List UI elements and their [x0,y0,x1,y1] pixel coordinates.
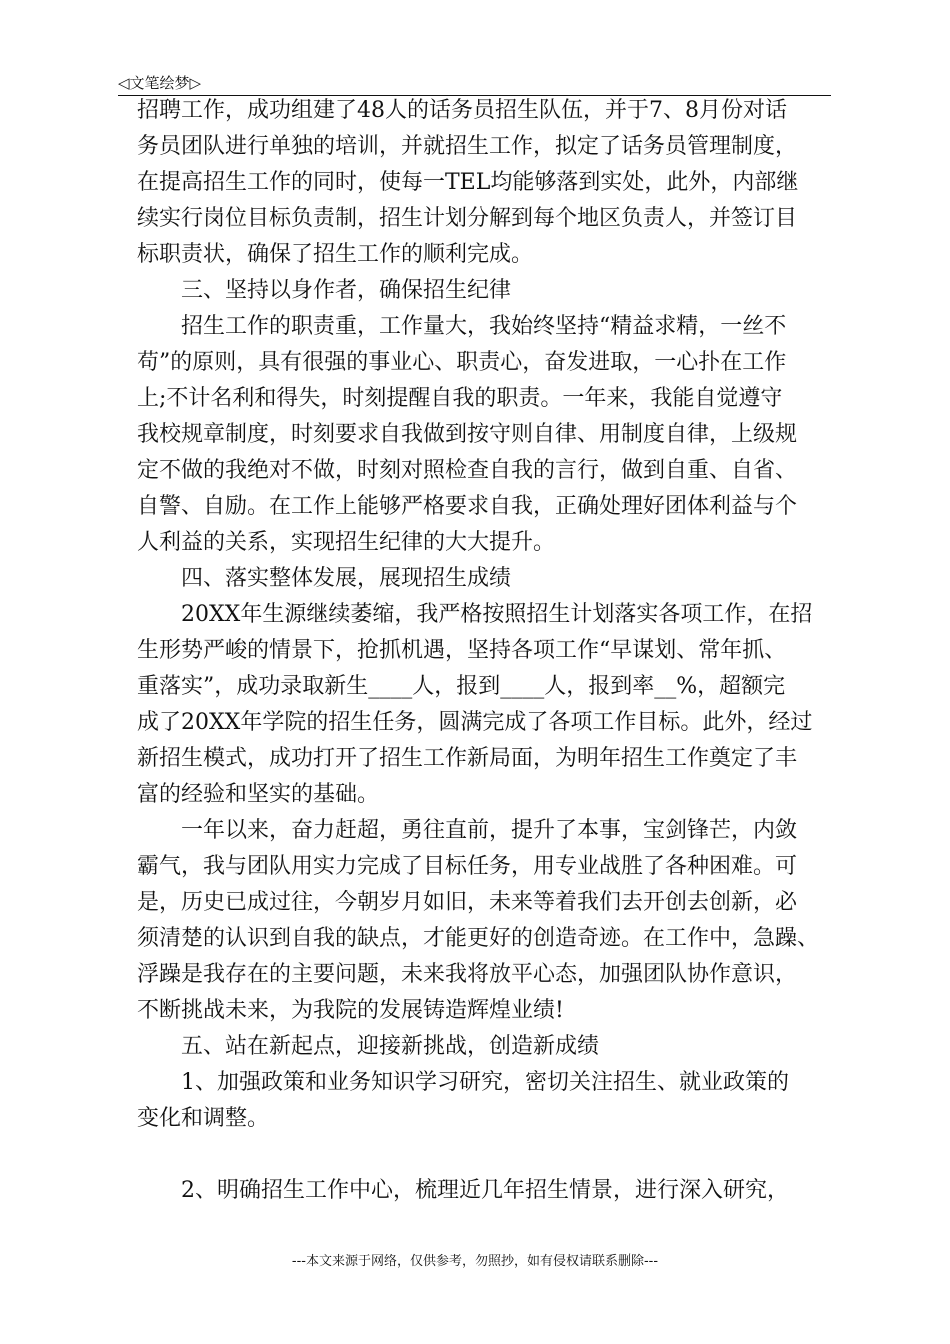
text-line: 一年以来，奋力赶超，勇往直前，提升了本事，宝剑锋芒，内敛 [137,818,798,843]
text-line: 标职责状，确保了招生工作的顺利完成。 [137,242,534,267]
text-line: 须清楚的认识到自我的缺点，才能更好的创造奇迹。在工作中，急躁、 [137,926,820,951]
text-line: 定不做的我绝对不做，时刻对照检查自我的言行，做到自重、自省、 [137,458,798,483]
section-heading: 五、站在新起点，迎接新挑战，创造新成绩 [137,1034,600,1059]
text-line: 人利益的关系，实现招生纪律的大大提升。 [137,530,556,555]
text-line: 1、加强政策和业务知识学习研究，密切关注招生、就业政策的 [137,1070,789,1095]
text-line: 新招生模式，成功打开了招生工作新局面，为明年招生工作奠定了丰 [137,746,798,771]
text-line: 招生工作的职责重，工作量大，我始终坚持“精益求精，一丝不 [137,314,787,339]
text-line: 生形势严峻的情景下，抢抓机遇，坚持各项工作“早谋划、常年抓、 [137,638,787,663]
text-line: 在提高招生工作的同时，使每一TEL均能够落到实处，此外，内部继 [137,170,799,195]
text-line: 自警、自励。在工作上能够严格要求自我，正确处理好团体利益与个 [137,494,798,519]
text-line: 变化和调整。 [137,1106,270,1131]
text-line: 不断挑战未来，为我院的发展铸造辉煌业绩! [137,998,564,1023]
text-line: 霸气，我与团队用实力完成了目标任务，用专业战胜了各种困难。可 [137,854,798,879]
text-line: 是，历史已成过往，今朝岁月如旧，未来等着我们去开创去创新，必 [137,890,798,915]
text-line: 招聘工作，成功组建了48人的话务员招生队伍，并于7、8月份对话 [137,98,787,123]
text-line: 20XX年生源继续萎缩，我严格按照招生计划落实各项工作，在招 [137,602,813,627]
text-line: 上;不计名利和得失，时刻提醒自我的职责。一年来，我能自觉遵守 [137,386,783,411]
text-line: 我校规章制度，时刻要求自我做到按守则自律、用制度自律，上级规 [137,422,798,447]
section-heading: 四、落实整体发展，展现招生成绩 [137,566,512,591]
text-line: 务员团队进行单独的培训，并就招生工作，拟定了话务员管理制度， [137,134,798,159]
text-line: 成了20XX年学院的招生任务，圆满完成了各项工作目标。此外，经过 [137,710,813,735]
page-header: ◁文笔绘梦▷ [118,74,202,92]
text-line: 苟”的原则，具有很强的事业心、职责心，奋发进取，一心扑在工作 [137,350,787,375]
text-line: 富的经验和坚实的基础。 [137,782,380,807]
text-line: 重落实”，成功录取新生____人，报到____人，报到率__%，超额完 [137,674,786,699]
text-line: 2、明确招生工作中心，梳理近几年招生情景，进行深入研究， [137,1178,789,1203]
text-line: 续实行岗位目标负责制，招生计划分解到每个地区负责人，并签订目 [137,206,798,231]
text-line: 浮躁是我存在的主要问题，未来我将放平心态，加强团队协作意识， [137,962,798,987]
section-heading: 三、坚持以身作者，确保招生纪律 [137,278,512,303]
page-footer: ---本文来源于网络，仅供参考，勿照抄，如有侵权请联系删除--- [291,1254,659,1269]
